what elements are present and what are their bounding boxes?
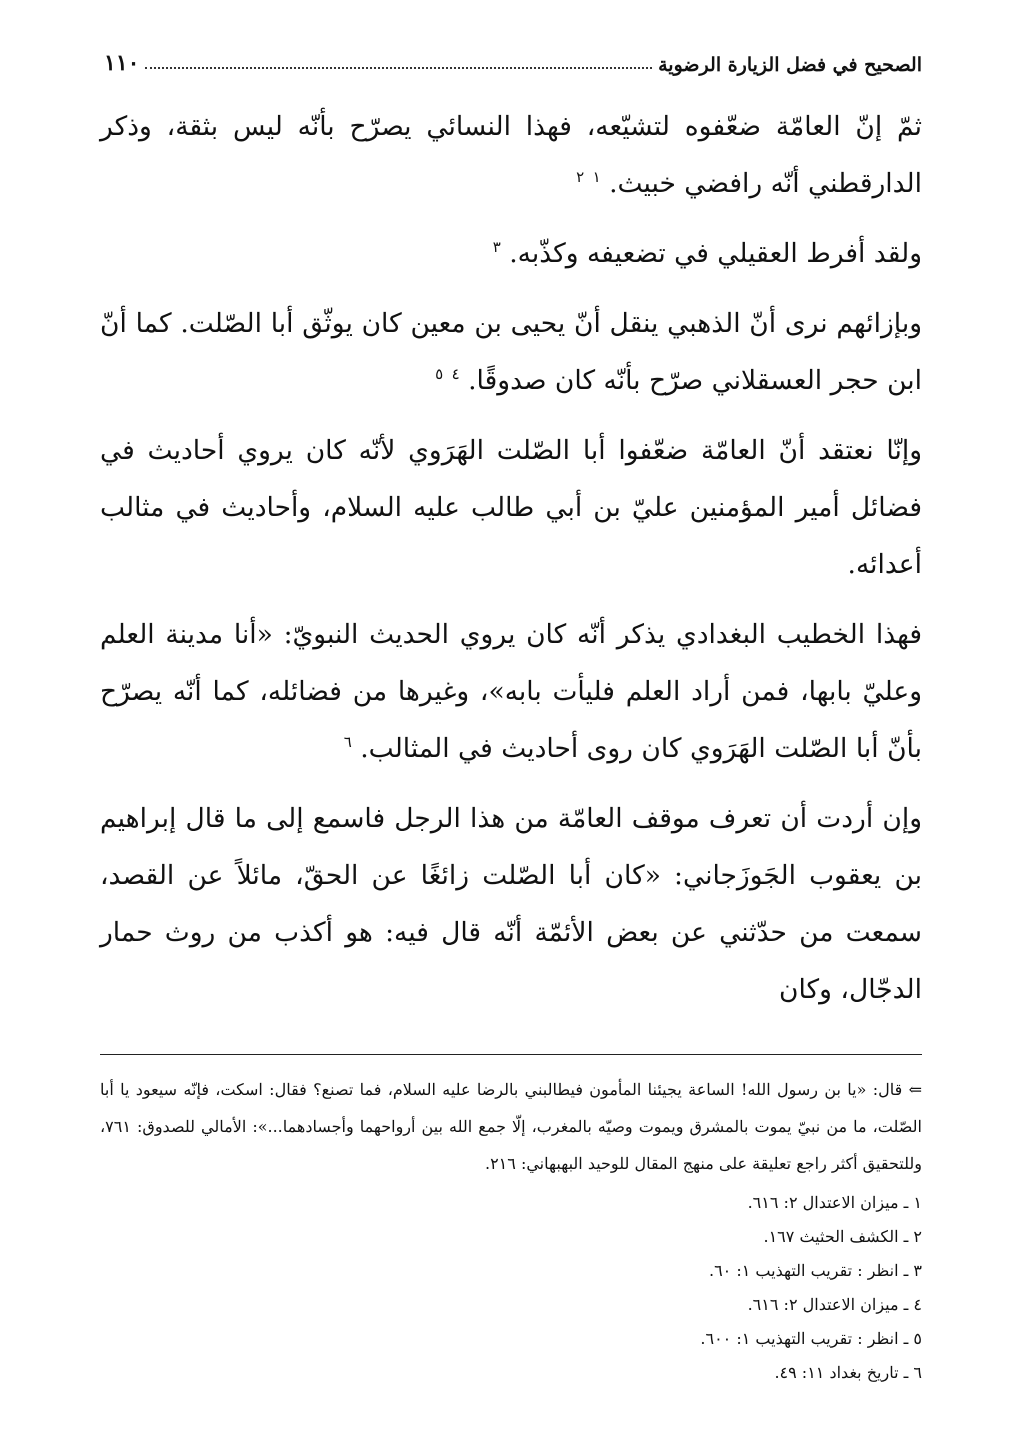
paragraph [100, 295, 922, 409]
book-page [100, 36, 922, 1390]
footnote: ٥ ـ انظر : تقريب التهذيب ١: ٦٠٠. [700, 1329, 922, 1348]
leader-dots [145, 67, 652, 69]
paragraph-text: فهذا الخطيب البغدادي يذكر أنّه كان يروي الحديث النبويّ: «أنا مدينة العلم وعليّ بابها، فمن أراد العلم فليأت بابه»، وغيرها من فضائله، كما أنّه يصرّح بأنّ أبا الصّلت الهَرَوي كان روى أحاديث في المثالب. [100, 619, 922, 764]
footnote-divider [100, 1054, 922, 1055]
paragraph-text: وبإزائهم نرى أنّ الذهبي ينقل أنّ يحيى بن معين كان يوثّق أبا الصّلت. كما أنّ ابن حجر العسقلاني صرّح بأنّه كان صدوقًا. [100, 308, 922, 396]
paragraph-text: وإنّا نعتقد أنّ العامّة ضعّفوا أبا الصّلت الهَرَوي لأنّه كان يروي أحاديث في فضائل أمير المؤمنين عليّ بن أبي طالب عليه السلام، وأحاديث في مثالب أعدائه. [100, 435, 922, 580]
paragraph-text: ثمّ إنّ العامّة ضعّفوه لتشيّعه، فهذا النسائي يصرّح بأنّه ليس بثقة، وذكر الدارقطني أنّه رافضي خبيث. [100, 111, 922, 199]
paragraph-text: ولقد أفرط العقيلي في تضعيفه وكذّبه. [509, 238, 922, 269]
paragraph [100, 422, 922, 593]
paragraph [100, 606, 922, 777]
continued-footnote: ⇐ قال: «يا بن رسول الله! الساعة يجيئنا المأمون فيطالبني بالرضا عليه السلام، فما تصنع؟ فقال: اسكت، فإنّه سيعود يا أبا الصّلت، ما من نبيّ يموت بالمشرق ويموت وصيّه بالمغرب، إلّا جمع الله بين أرواحهما وأجسادهما...»: الأمالي للصدوق: ٧٦١، وللتحقيق أكثر راجع تعليقة على منهج المقال للوحيد البهبهاني: ٢١٦. [100, 1080, 922, 1173]
footnote: ٢ ـ الكشف الحثيث ١٦٧. [763, 1227, 922, 1246]
footnote-ref: ٦ [343, 733, 352, 752]
footnote-ref: ٣ [492, 238, 501, 257]
paragraph [100, 98, 922, 212]
paragraph [100, 225, 922, 282]
footnote: ٣ ـ انظر : تقريب التهذيب ١: ٦٠. [708, 1261, 922, 1280]
paragraph [100, 790, 922, 1018]
footnote: ٤ ـ ميزان الاعتدال ٢: ٦١٦. [747, 1295, 922, 1314]
footnote: ١ ـ ميزان الاعتدال ٢: ٦١٦. [747, 1193, 922, 1212]
paragraph-text: وإن أردت أن تعرف موقف العامّة من هذا الرجل فاسمع إلى ما قال إبراهيم بن يعقوب الجَوزَجاني: «كان أبا الصّلت زائغًا عن الحقّ، مائلاً عن القصد، سمعت من حدّثني عن بعض الأئمّة أنّه قال فيه: هو أكذب من روث حمار الدجّال، وكان [100, 803, 922, 1005]
footnote-ref: ٥ [435, 365, 444, 384]
footnote-ref: ٢ [576, 168, 585, 187]
footnote: ٦ ـ تاريخ بغداد ١١: ٤٩. [774, 1363, 922, 1382]
body-text [100, 98, 922, 1018]
footnote-ref: ٤ [451, 365, 460, 384]
page-number: ١١٠ [104, 50, 140, 76]
footnotes [100, 1071, 922, 1390]
book-title: الصحيح في فضل الزيارة الرضوية [658, 54, 922, 76]
footnote-ref: ١ [592, 168, 601, 187]
running-head [100, 36, 922, 76]
